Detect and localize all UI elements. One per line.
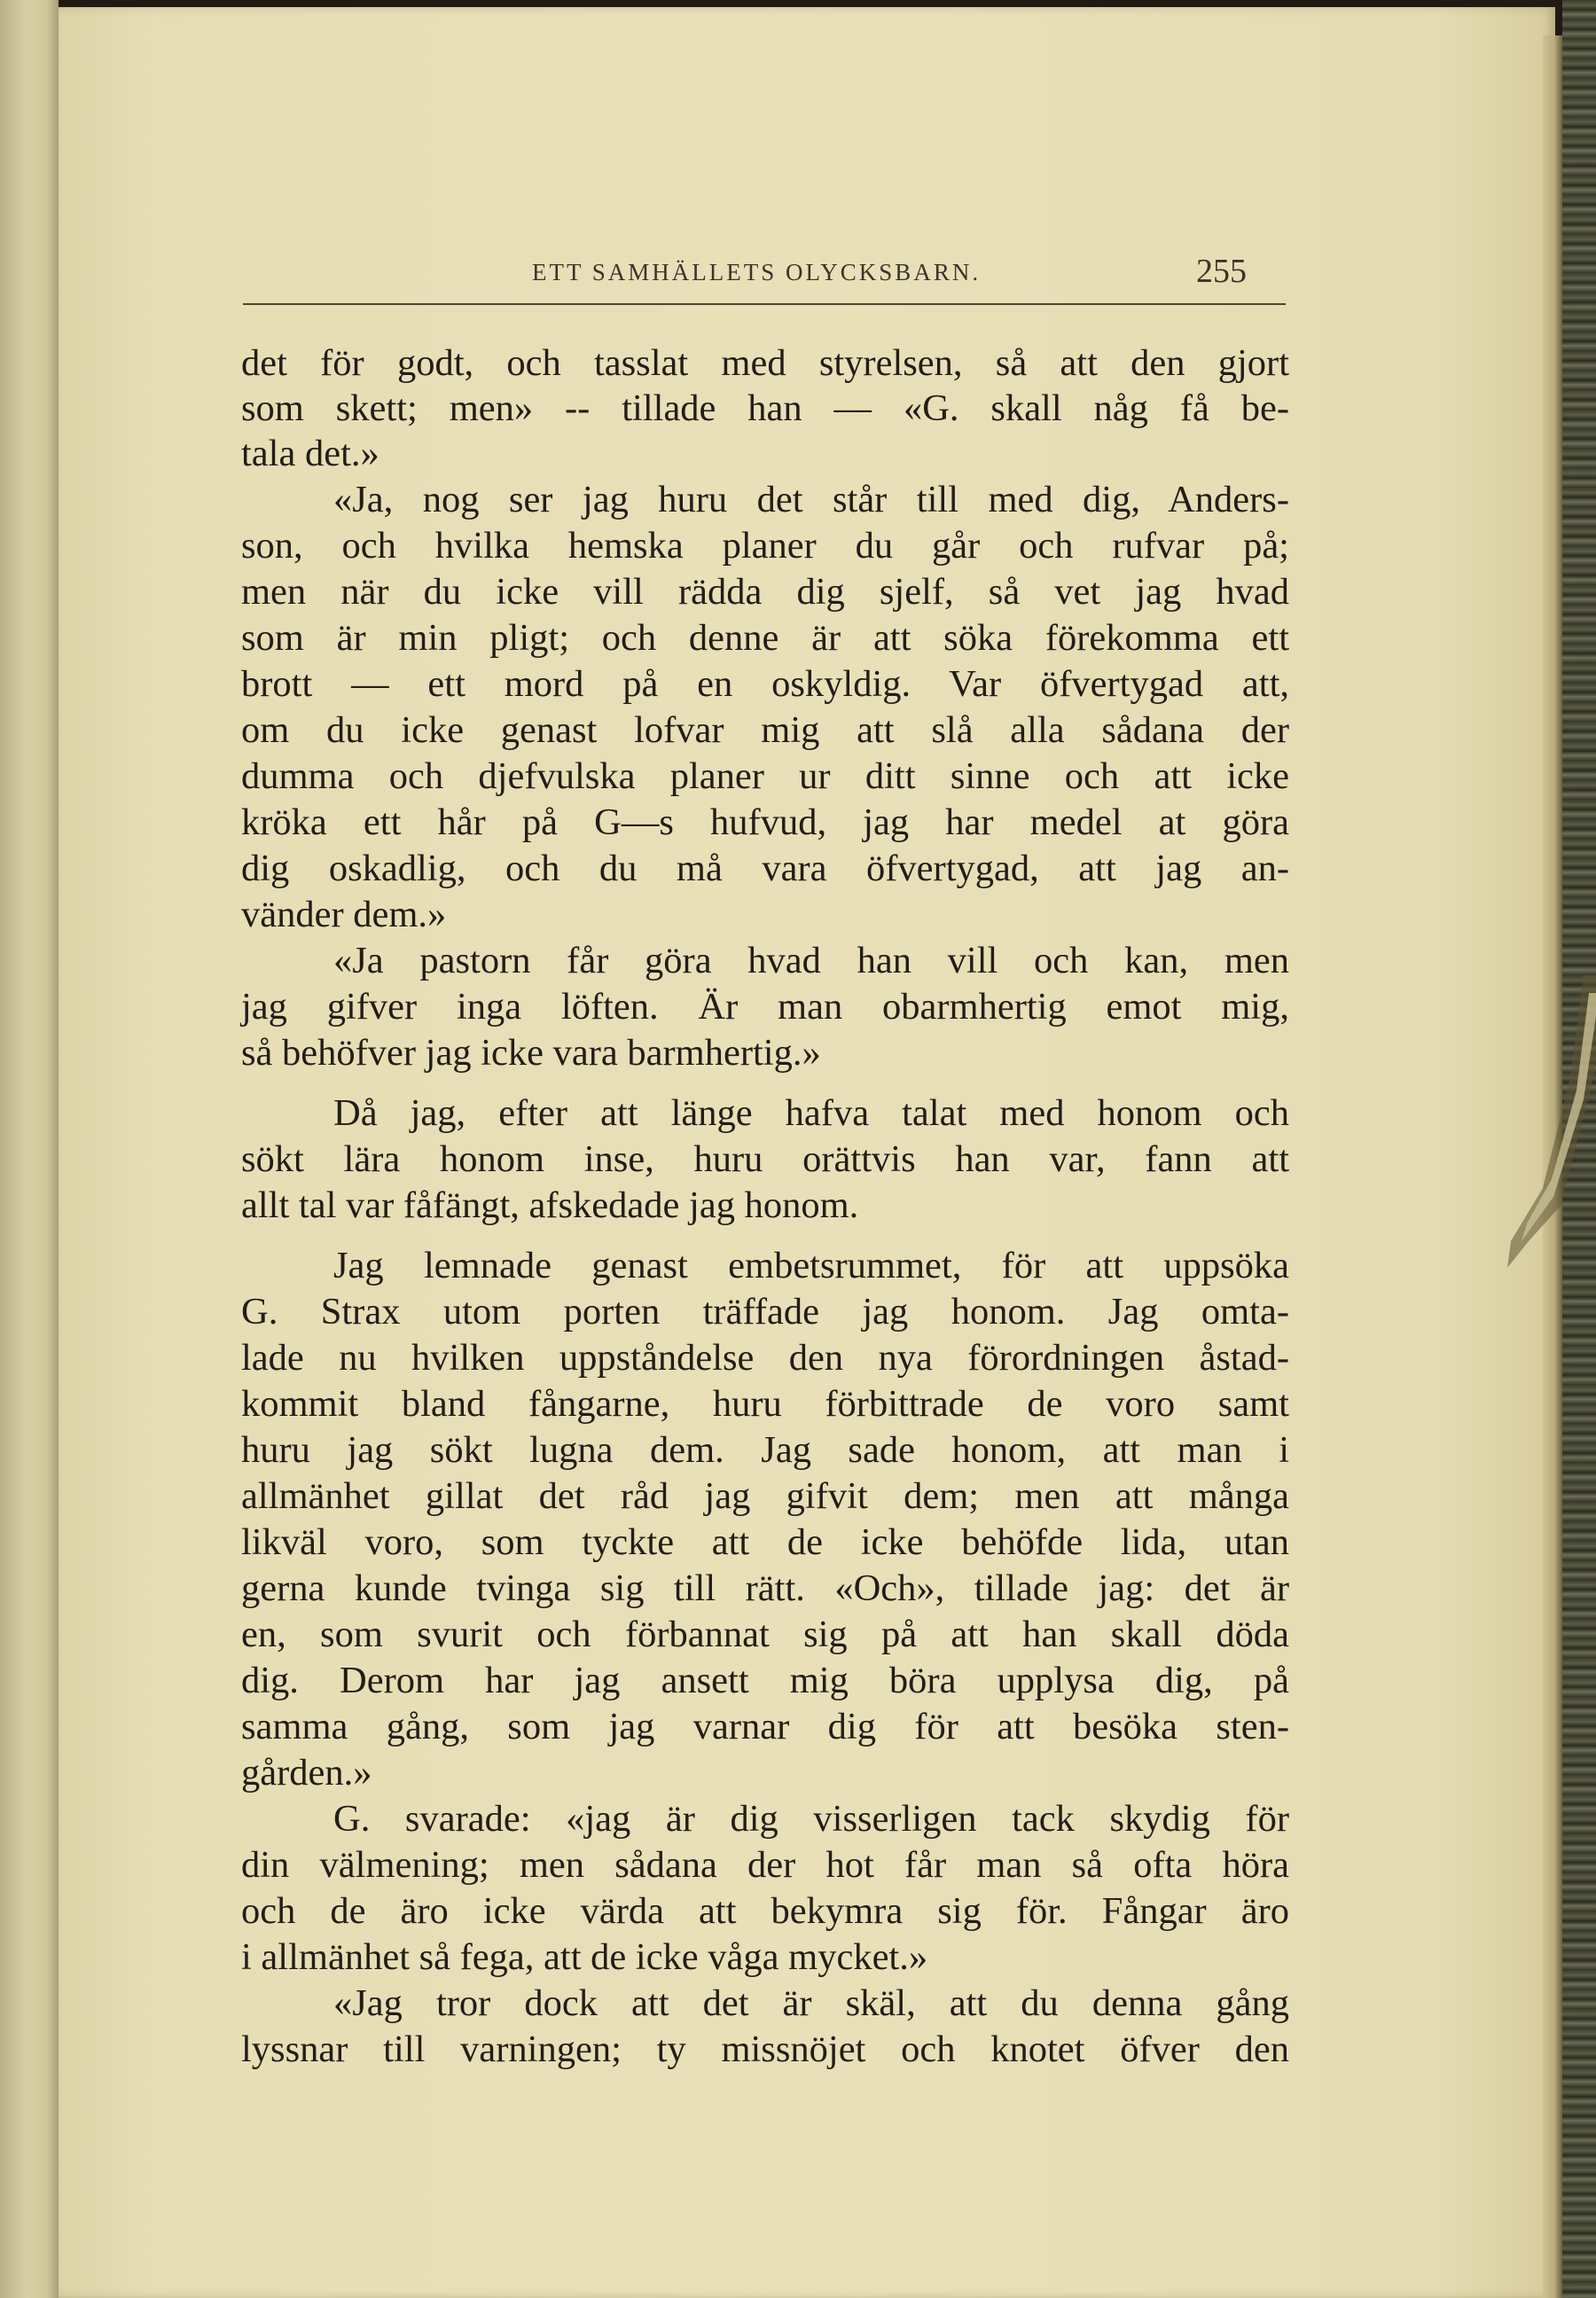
text-line: dumma och djefvulska planer ur ditt sinne och att icke bbox=[241, 755, 1289, 797]
text-line: «Ja pastorn får göra hvad han vill och kan, men bbox=[333, 940, 1289, 981]
text-line: huru jag sökt lugna dem. Jag sade honom, att man i bbox=[241, 1429, 1289, 1471]
book-binding bbox=[1562, 0, 1596, 2298]
text-line: «Ja, nog ser jag huru det står till med dig, Anders- bbox=[333, 479, 1289, 520]
text-line: en, som svurit och förbannat sig på att han skall döda bbox=[241, 1614, 1289, 1655]
text-line: jag gifver inga löften. Är man obarmhertig emot mig, bbox=[241, 986, 1289, 1028]
text-line: i allmänhet så fega, att de icke våga mycket.» bbox=[241, 1936, 928, 1978]
text-line: brott — ett mord på en oskyldig. Var öfvertygad att, bbox=[241, 663, 1289, 705]
text-line: G. svarade: «jag är dig visserligen tack skydig för bbox=[333, 1798, 1289, 1840]
left-page-edge bbox=[0, 0, 59, 2298]
text-line: tala det.» bbox=[241, 433, 379, 474]
running-title: ETT SAMHÄLLETS OLYCKSBARN. bbox=[532, 259, 982, 285]
running-head bbox=[243, 252, 1284, 293]
text-line: samma gång, som jag varnar dig för att besöka sten- bbox=[241, 1706, 1289, 1747]
text-line: och de äro icke värda att bekymra sig för. Fångar äro bbox=[241, 1890, 1289, 1932]
page-right-edge bbox=[1543, 35, 1562, 2298]
text-line: «Jag tror dock att det är skäl, att du denna gång bbox=[333, 1982, 1289, 2024]
text-line: Då jag, efter att länge hafva talat med honom och bbox=[333, 1092, 1289, 1134]
text-line: gerna kunde tvinga sig till rätt. «Och», tillade jag: det är bbox=[241, 1567, 1289, 1609]
text-line: dig oskadlig, och du må vara öfvertygad, att jag an- bbox=[241, 848, 1289, 889]
text-line: vänder dem.» bbox=[241, 894, 447, 935]
text-line: din välmening; men sådana der hot får man så ofta höra bbox=[241, 1844, 1289, 1886]
text-line: kröka ett hår på G—s hufvud, jag har medel at göra bbox=[241, 801, 1289, 843]
text-line: likväl voro, som tyckte att de icke behöfde lida, utan bbox=[241, 1521, 1289, 1563]
text-line: allt tal var fåfängt, afskedade jag honom. bbox=[241, 1184, 859, 1226]
text-line: sökt lära honom inse, huru orättvis han var, fann att bbox=[241, 1138, 1289, 1180]
text-line: dig. Derom har jag ansett mig böra upplysa dig, på bbox=[241, 1660, 1289, 1701]
header-rule bbox=[243, 303, 1286, 305]
text-line: så behöfver jag icke vara barmhertig.» bbox=[241, 1032, 821, 1074]
text-line: son, och hvilka hemska planer du går och rufvar på; bbox=[241, 525, 1289, 567]
text-line: lade nu hvilken uppståndelse den nya förordningen åstad- bbox=[241, 1337, 1289, 1379]
text-line: kommit bland fångarne, huru förbittrade de voro samt bbox=[241, 1383, 1289, 1425]
text-line: det för godt, och tasslat med styrelsen, så att den gjort bbox=[241, 342, 1289, 384]
text-line: G. Strax utom porten träffade jag honom. Jag omta- bbox=[241, 1291, 1289, 1333]
text-line: som är min pligt; och denne är att söka förekomma ett bbox=[241, 617, 1289, 659]
text-line: Jag lemnade genast embetsrummet, för att uppsöka bbox=[333, 1245, 1289, 1286]
text-line: som skett; men» -- tillade han — «G. skall någ få be- bbox=[241, 387, 1289, 429]
text-line: men när du icke vill rädda dig sjelf, så vet jag hvad bbox=[241, 571, 1289, 613]
text-line: gården.» bbox=[241, 1752, 372, 1794]
page-number: 255 bbox=[1196, 253, 1247, 290]
text-line: lyssnar till varningen; ty missnöjet och knotet öfver den bbox=[241, 2028, 1289, 2070]
text-line: om du icke genast lofvar mig att slå alla sådana der bbox=[241, 709, 1289, 751]
text-line: allmänhet gillat det råd jag gifvit dem; men att många bbox=[241, 1475, 1289, 1517]
